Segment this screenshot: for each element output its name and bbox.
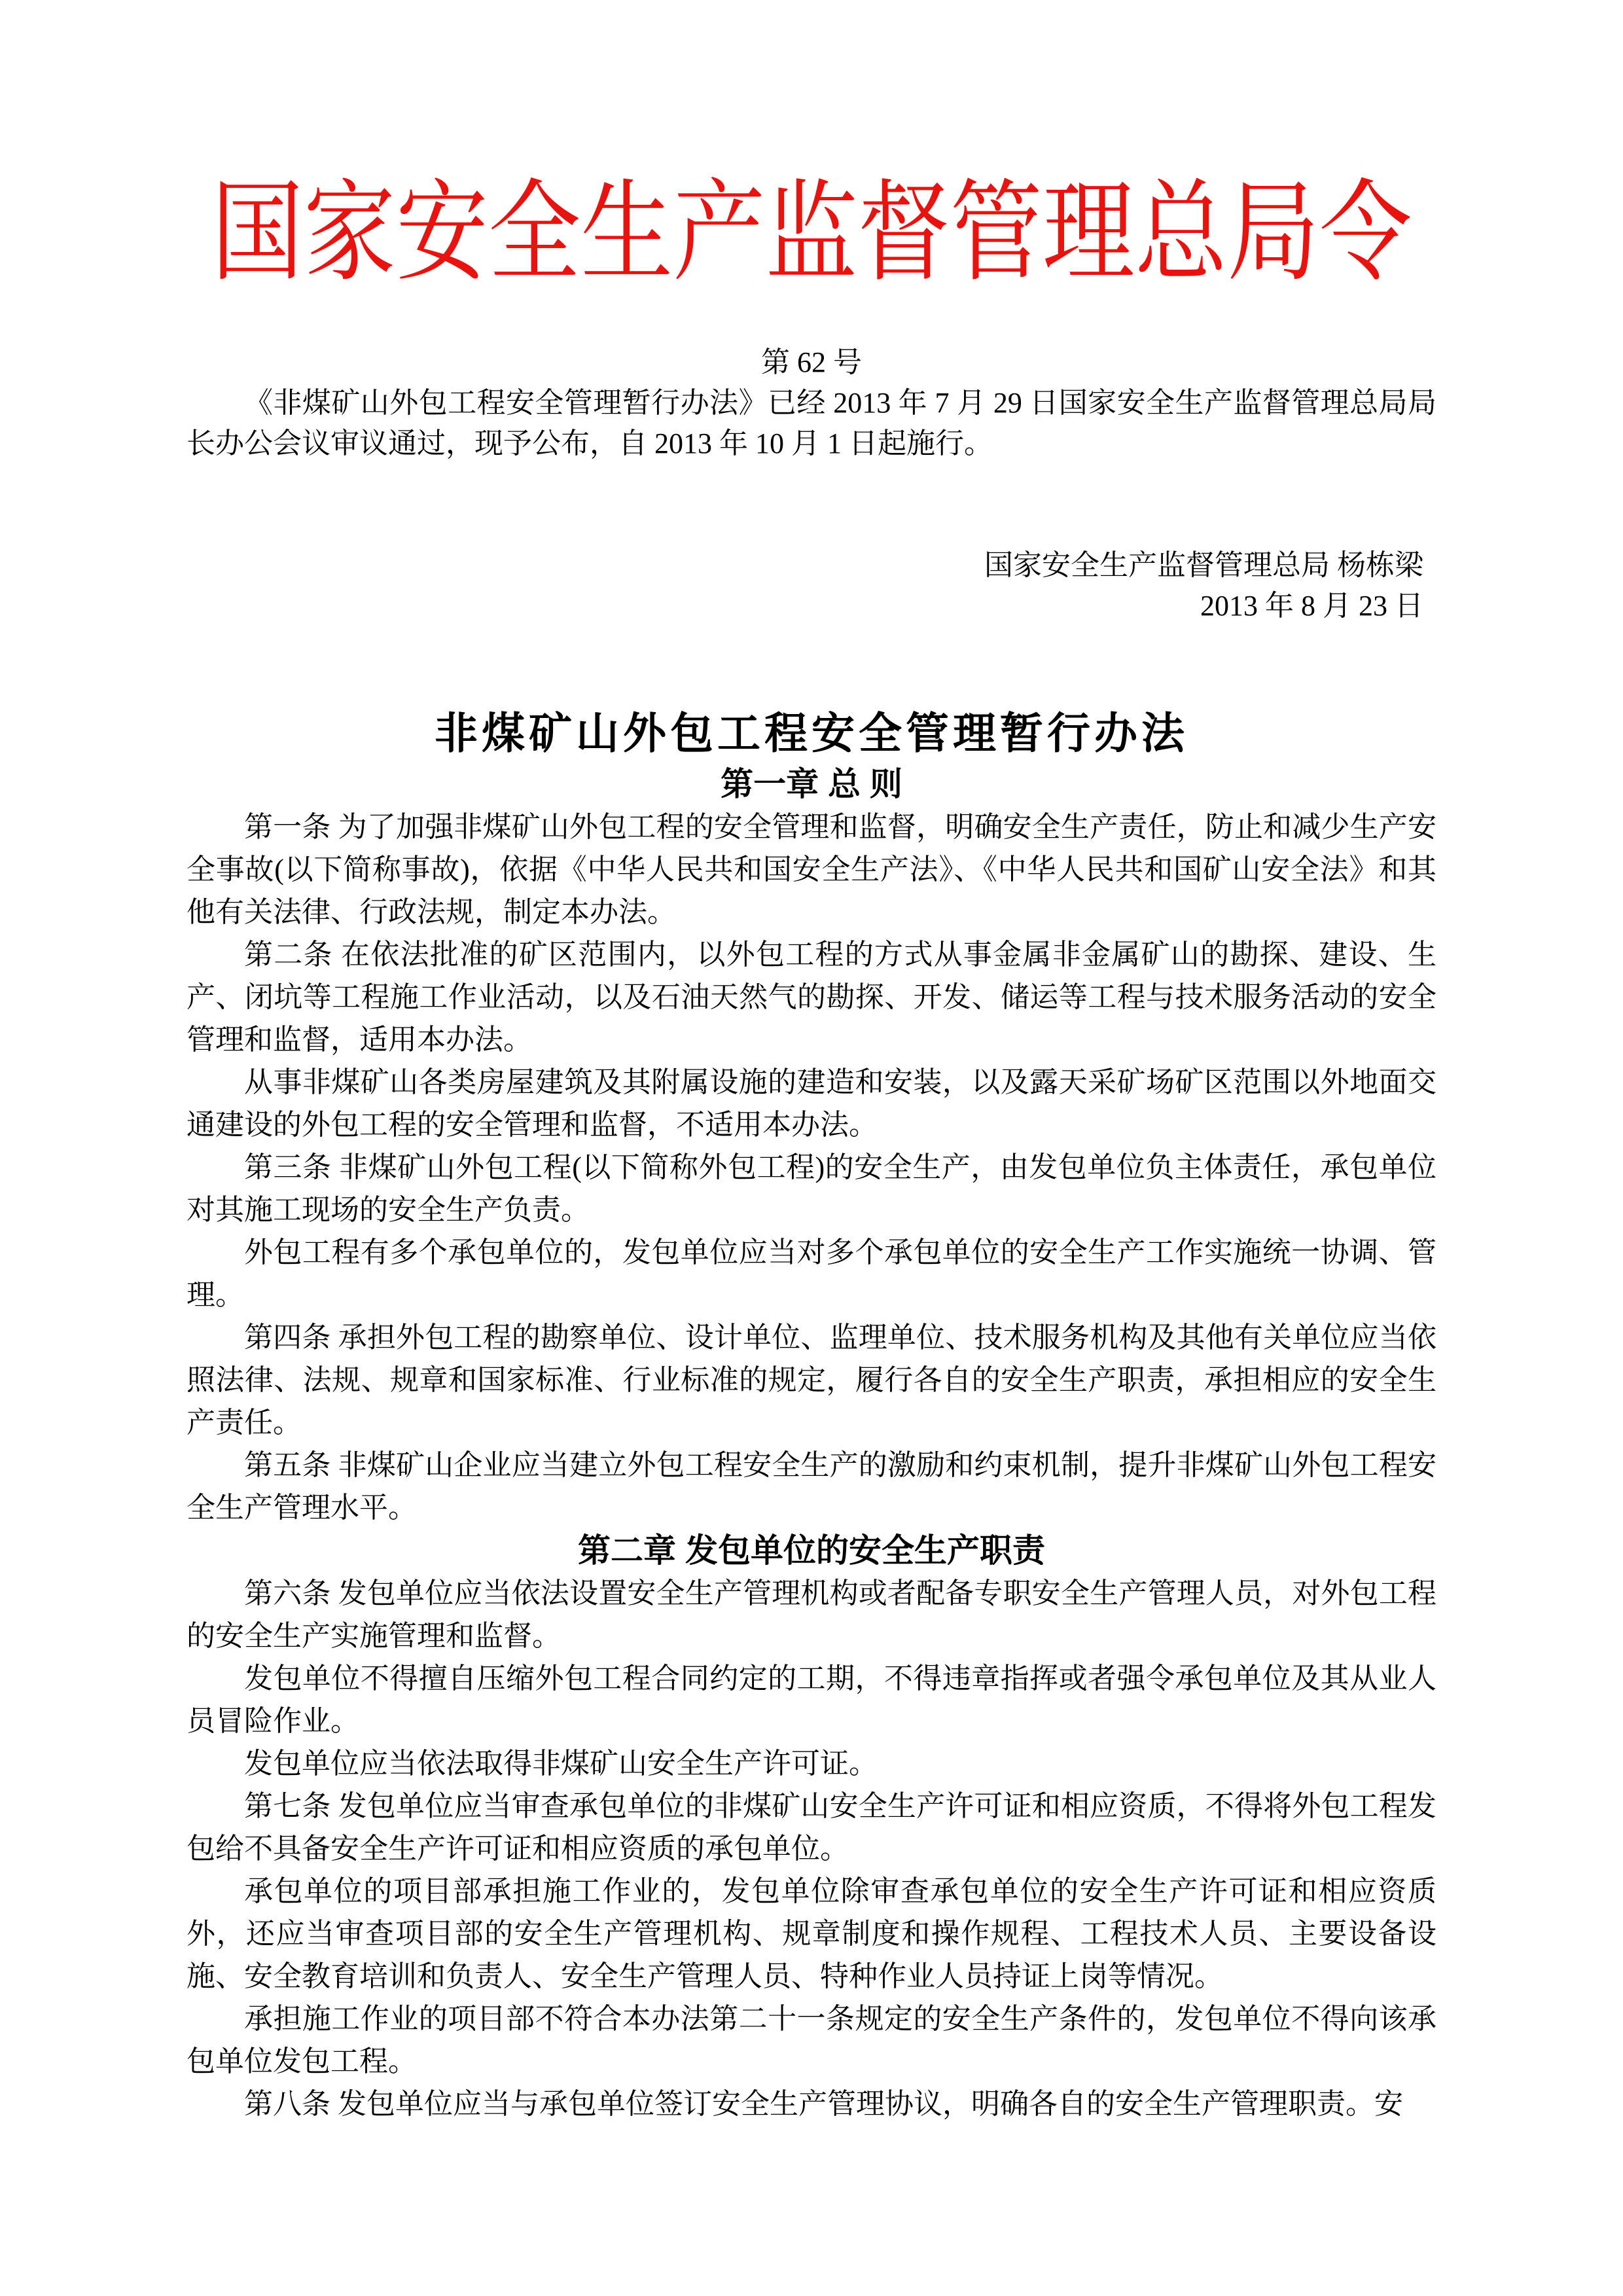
body-paragraph: 承担施工作业的项目部不符合本办法第二十一条规定的安全生产条件的，发包单位不得向该承包单位发包工程。: [187, 2003, 1436, 2077]
body-paragraph: 第八条 发包单位应当与承包单位签订安全生产管理协议，明确各自的安全生产管理职责。安: [244, 2088, 1403, 2120]
regulation-title: 非煤矿山外包工程安全管理暂行办法: [435, 709, 1188, 757]
chapter-heading: 第一章 总 则: [721, 766, 902, 802]
signature-block: [0, 545, 1423, 626]
body-paragraph: 第六条 发包单位应当依法设置安全生产管理机构或者配备专职安全生产管理人员，对外包工程的安全生产实施管理和监督。: [187, 1577, 1436, 1652]
body-paragraph: 外包工程有多个承包单位的，发包单位应当对多个承包单位的安全生产工作实施统一协调、管理。: [187, 1236, 1436, 1311]
body-paragraph: 从事非煤矿山各类房屋建筑及其附属设施的建造和安装，以及露天采矿场矿区范围以外地面交通建设的外包工程的安全管理和监督，不适用本办法。: [187, 1066, 1436, 1141]
body-paragraph: 第五条 非煤矿山企业应当建立外包工程安全生产的激励和约束机制，提升非煤矿山外包工程安全生产管理水平。: [187, 1449, 1436, 1524]
body-paragraph: 发包单位应当依法取得非煤矿山安全生产许可证。: [244, 1748, 878, 1780]
signer-name: 国家安全生产监督管理总局 杨栋梁: [984, 549, 1423, 581]
body-paragraph: 第四条 承担外包工程的勘察单位、设计单位、监理单位、技术服务机构及其他有关单位应当依照法律、法规、规章和国家标准、行业标准的规定，履行各自的安全生产职责，承担相应的安全生产责任。: [187, 1321, 1436, 1439]
agency-order-title-text: 国家安全生产监督管理总局令: [211, 173, 1412, 295]
order-number: 第 62 号: [761, 346, 862, 378]
body-paragraph: 发包单位不得擅自压缩外包工程合同约定的工期，不得违章指挥或者强令承包单位及其从业人员冒险作业。: [187, 1662, 1436, 1737]
body-paragraph: 第二条 在依法批准的矿区范围内，以外包工程的方式从事金属非金属矿山的勘探、建设、生产、闭坑等工程施工作业活动，以及石油天然气的勘探、开发、储运等工程与技术服务活动的安全管理和监督，适用本办法。: [187, 939, 1436, 1056]
body-paragraph: 第三条 非煤矿山外包工程(以下简称外包工程)的安全生产，由发包单位负主体责任，承包单位对其施工现场的安全生产负责。: [187, 1151, 1436, 1226]
chapter-heading: 第二章 发包单位的安全生产职责: [578, 1532, 1045, 1569]
body-paragraph: 第一条 为了加强非煤矿山外包工程的安全管理和监督，明确安全生产责任，防止和减少生产安全事故(以下简称事故)，依据《中华人民共和国安全生产法》、《中华人民共和国矿山安全法》和其他有关法律、行政法规，制定本办法。: [187, 811, 1436, 928]
agency-order-title: [0, 0, 1623, 328]
body-paragraph: 承包单位的项目部承担施工作业的，发包单位除审查承包单位的安全生产许可证和相应资质外，还应当审查项目部的安全生产管理机构、规章制度和操作规程、工程技术人员、主要设备设施、安全教育培训和负责人、安全生产管理人员、特种作业人员持证上岗等情况。: [187, 1875, 1436, 1992]
signature-date: 2013 年 8 月 23 日: [1200, 590, 1423, 622]
document-body: [0, 762, 1623, 2125]
announcement-paragraph: 《非煤矿山外包工程安全管理暂行办法》已经 2013 年 7 月 29 日国家安全生产监督管理总局局长办公会议审议通过，现予公布，自 2013 年 10 月 1 日起施行。: [187, 387, 1436, 459]
body-paragraph: 第七条 发包单位应当审查承包单位的非煤矿山安全生产许可证和相应资质，不得将外包工程发包给不具备安全生产许可证和相应资质的承包单位。: [187, 1790, 1436, 1865]
